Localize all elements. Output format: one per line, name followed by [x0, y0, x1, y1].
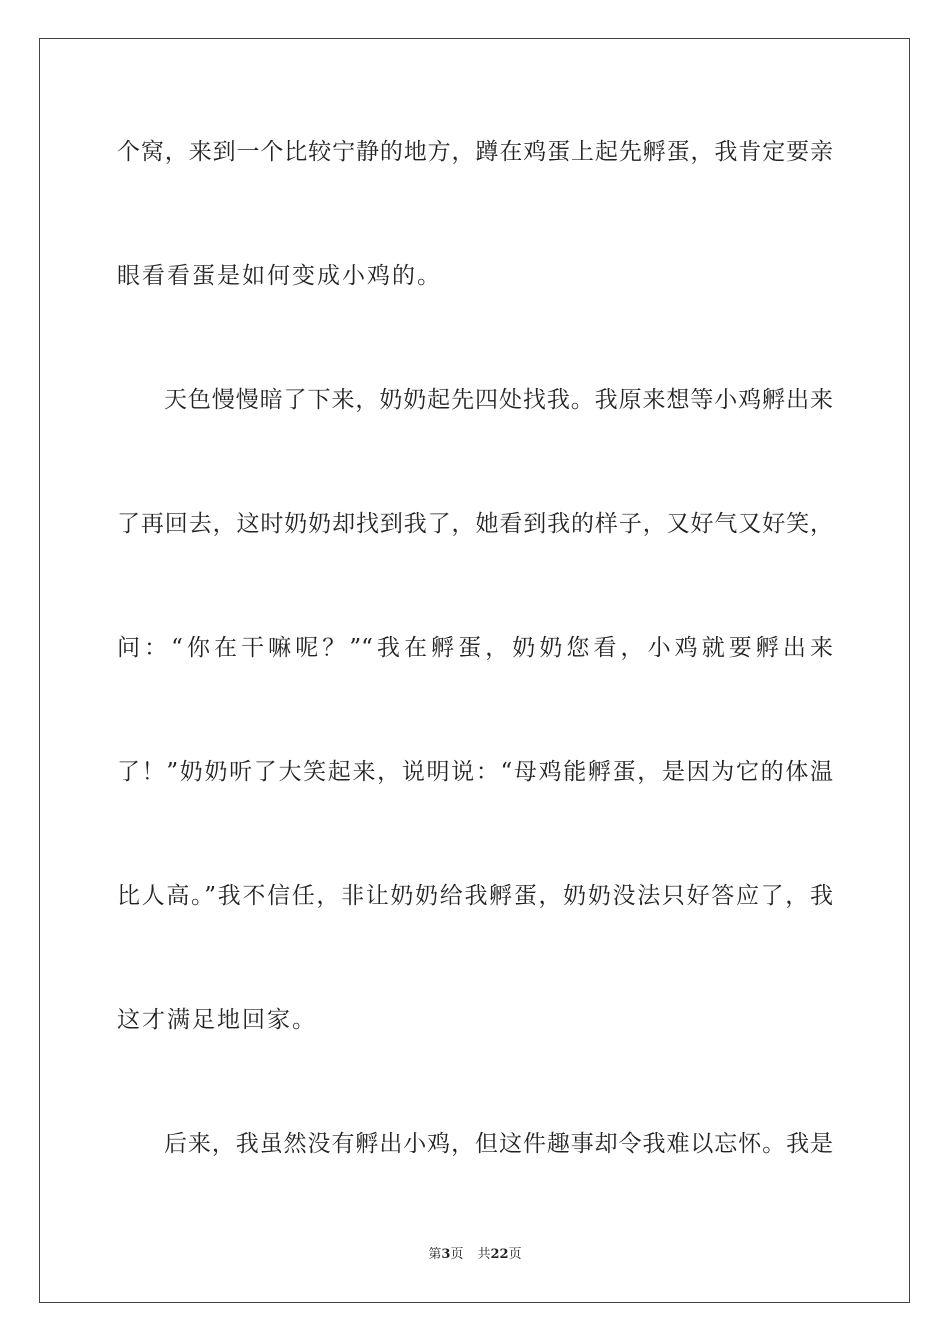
- page-footer: [0, 1246, 950, 1264]
- page-prefix: 第: [428, 1247, 442, 1262]
- total-prefix: 共: [477, 1247, 491, 1262]
- text-line-8: 这才满足地回家。: [117, 1007, 317, 1033]
- text-line-1: 个窝，来到一个比较宁静的地方，蹲在鸡蛋上起先孵蛋，我肯定要亲: [117, 139, 833, 165]
- text-line-5: 问：“你在干嘛呢？”“我在孵蛋，奶奶您看，小鸡就要孵出来: [117, 635, 833, 661]
- text-line-7: 比人高。”我不信任，非让奶奶给我孵蛋，奶奶没法只好答应了，我: [117, 883, 833, 909]
- paragraph-start-line-9: 后来，我虽然没有孵出小鸡，但这件趣事却令我难以忘怀。我是: [164, 1131, 833, 1157]
- text-line-2: 眼看看蛋是如何变成小鸡的。: [117, 263, 442, 289]
- paragraph-start-line-3: 天色慢慢暗了下来，奶奶起先四处找我。我原来想等小鸡孵出来: [164, 387, 833, 413]
- page-suffix: 页: [450, 1247, 464, 1262]
- text-line-4: 了再回去，这时奶奶却找到我了，她看到我的样子，又好气又好笑，: [117, 511, 833, 537]
- text-line-6: 了！”奶奶听了大笑起来，说明说：“母鸡能孵蛋，是因为它的体温: [117, 759, 833, 785]
- page-border: [39, 38, 910, 1303]
- page-number: 3: [441, 1247, 451, 1262]
- total-suffix: 页: [508, 1247, 522, 1262]
- total-pages: 22: [490, 1247, 509, 1262]
